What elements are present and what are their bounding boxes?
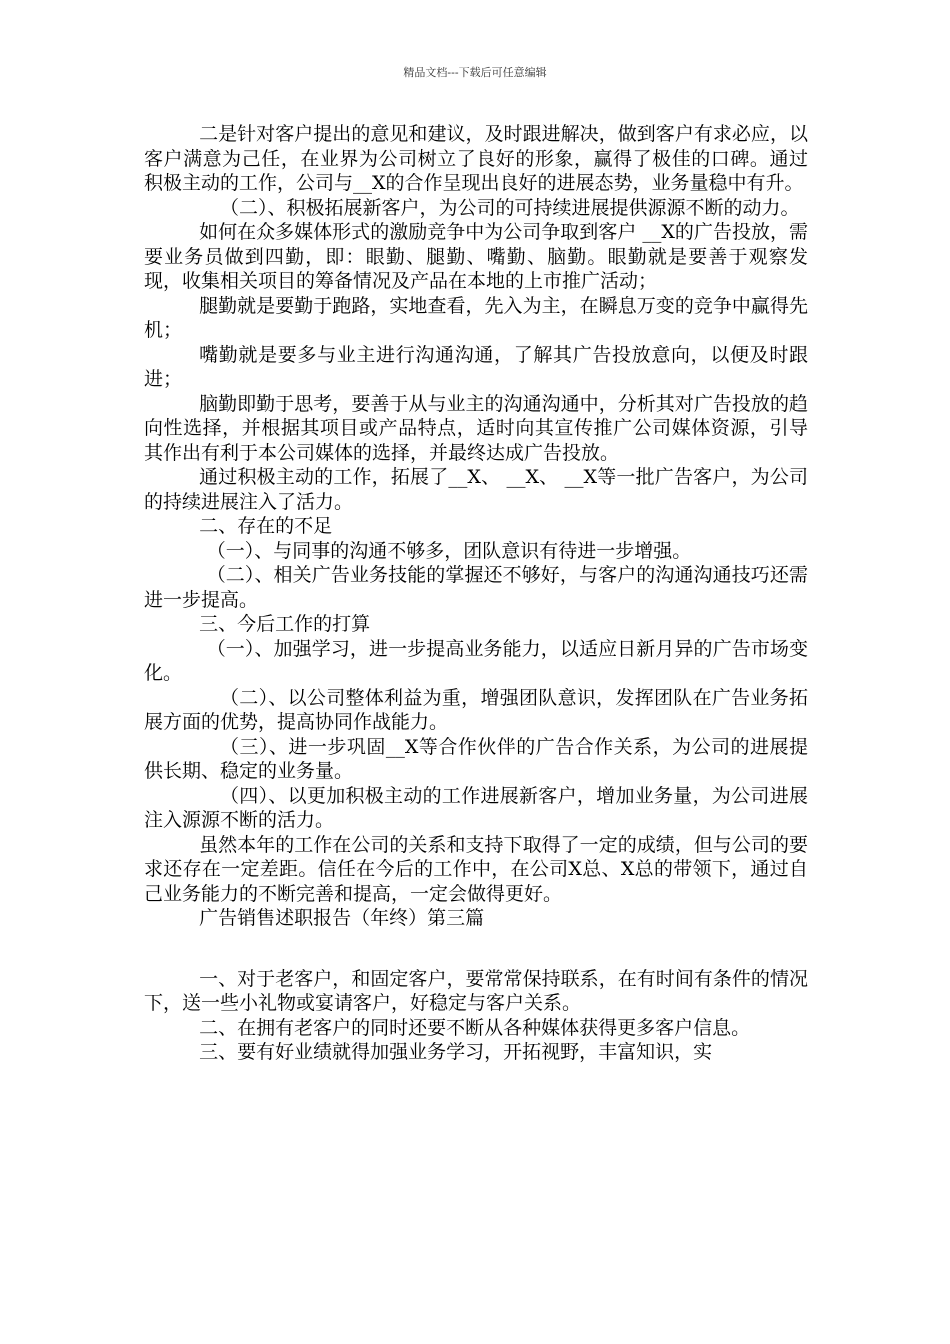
paragraph: 脑勤即勤于思考，要善于从与业主的沟通沟通中，分析其对广告投放的趋向性选择，并根据其项目或产品特点，适时向其宣传推广公司媒体资源，引导其作出有利于本公司媒体的选择，并最终达成广告投放。 bbox=[144, 392, 808, 464]
paragraph: 虽然本年的工作在公司的关系和支持下取得了一定的成绩，但与公司的要求还存在一定差距。信任在今后的工作中，在公司X总、X总的带领下，通过自己业务能力的不断完善和提高，一定会做得更好。 bbox=[144, 833, 808, 905]
paragraph: （二）、积极拓展新客户，为公司的可持续进展提供源源不断的动力。 bbox=[220, 196, 800, 219]
blank-line bbox=[144, 931, 808, 967]
document-body bbox=[144, 122, 808, 1065]
paragraph: （四）、以更加积极主动的工作进展新客户，增加业务量，为公司进展注入源源不断的活力。 bbox=[144, 784, 808, 831]
paragraph: （二）、以公司整体利益为重，增强团队意识，发挥团队在广告业务拓展方面的优势，提高协同作战能力。 bbox=[144, 686, 808, 733]
paragraph: 二是针对客户提出的意见和建议，及时跟进解决，做到客户有求必应，以客户满意为己任，在业界为公司树立了良好的形象，赢得了极佳的口碑。通过积极主动的工作，公司与__X的合作呈现出良好的进展态势，业务量稳中有升。 bbox=[144, 123, 808, 194]
paragraph: 如何在众多媒体形式的激励竞争中为公司争取到客户 __X的广告投放，需要业务员做到四勤，即：眼勤、腿勤、嘴勤、脑勤。眼勤就是要善于观察发现，收集相关项目的筹备情况及产品在本地的上市推广活动； bbox=[144, 221, 808, 292]
paragraph: 通过积极主动的工作，拓展了__X、 __X、 __X等一批广告客户，为公司的持续进展注入了活力。 bbox=[144, 466, 808, 513]
paragraph: （三）、进一步巩固__X等合作伙伴的广告合作关系，为公司的进展提供长期、稳定的业务量。 bbox=[144, 735, 808, 782]
page-header: 精品文档---下载后可任意编辑 bbox=[403, 66, 547, 79]
paragraph: 嘴勤就是要多与业主进行沟通沟通，了解其广告投放意向，以便及时跟进； bbox=[144, 343, 808, 390]
paragraph: 二、在拥有老客户的同时还要不断从各种媒体获得更多客户信息。 bbox=[199, 1016, 751, 1039]
paragraph: 腿勤就是要勤于跑路，实地查看，先入为主，在瞬息万变的竞争中赢得先机； bbox=[144, 294, 808, 341]
section-heading: 三、今后工作的打算 bbox=[199, 613, 371, 635]
paragraph: 三、要有好业绩就得加强业务学习，开拓视野，丰富知识，实 bbox=[199, 1041, 713, 1063]
paragraph: 一、对于老客户，和固定客户，要常常保持联系，在有时间有条件的情况下，送一些小礼物或宴请客户，好稳定与客户关系。 bbox=[144, 967, 808, 1014]
paragraph: （二）、相关广告业务技能的掌握还不够好，与客户的沟通沟通技巧还需进一步提高。 bbox=[144, 564, 808, 611]
section-heading: 二、存在的不足 bbox=[199, 515, 333, 537]
paragraph: （一）、加强学习，进一步提高业务能力，以适应日新月异的广告市场变化。 bbox=[144, 637, 808, 684]
paragraph: （一）、与同事的沟通不够多，团队意识有待进一步增强。 bbox=[206, 539, 692, 562]
section-title: 广告销售述职报告（年终）第三篇 bbox=[199, 907, 485, 929]
